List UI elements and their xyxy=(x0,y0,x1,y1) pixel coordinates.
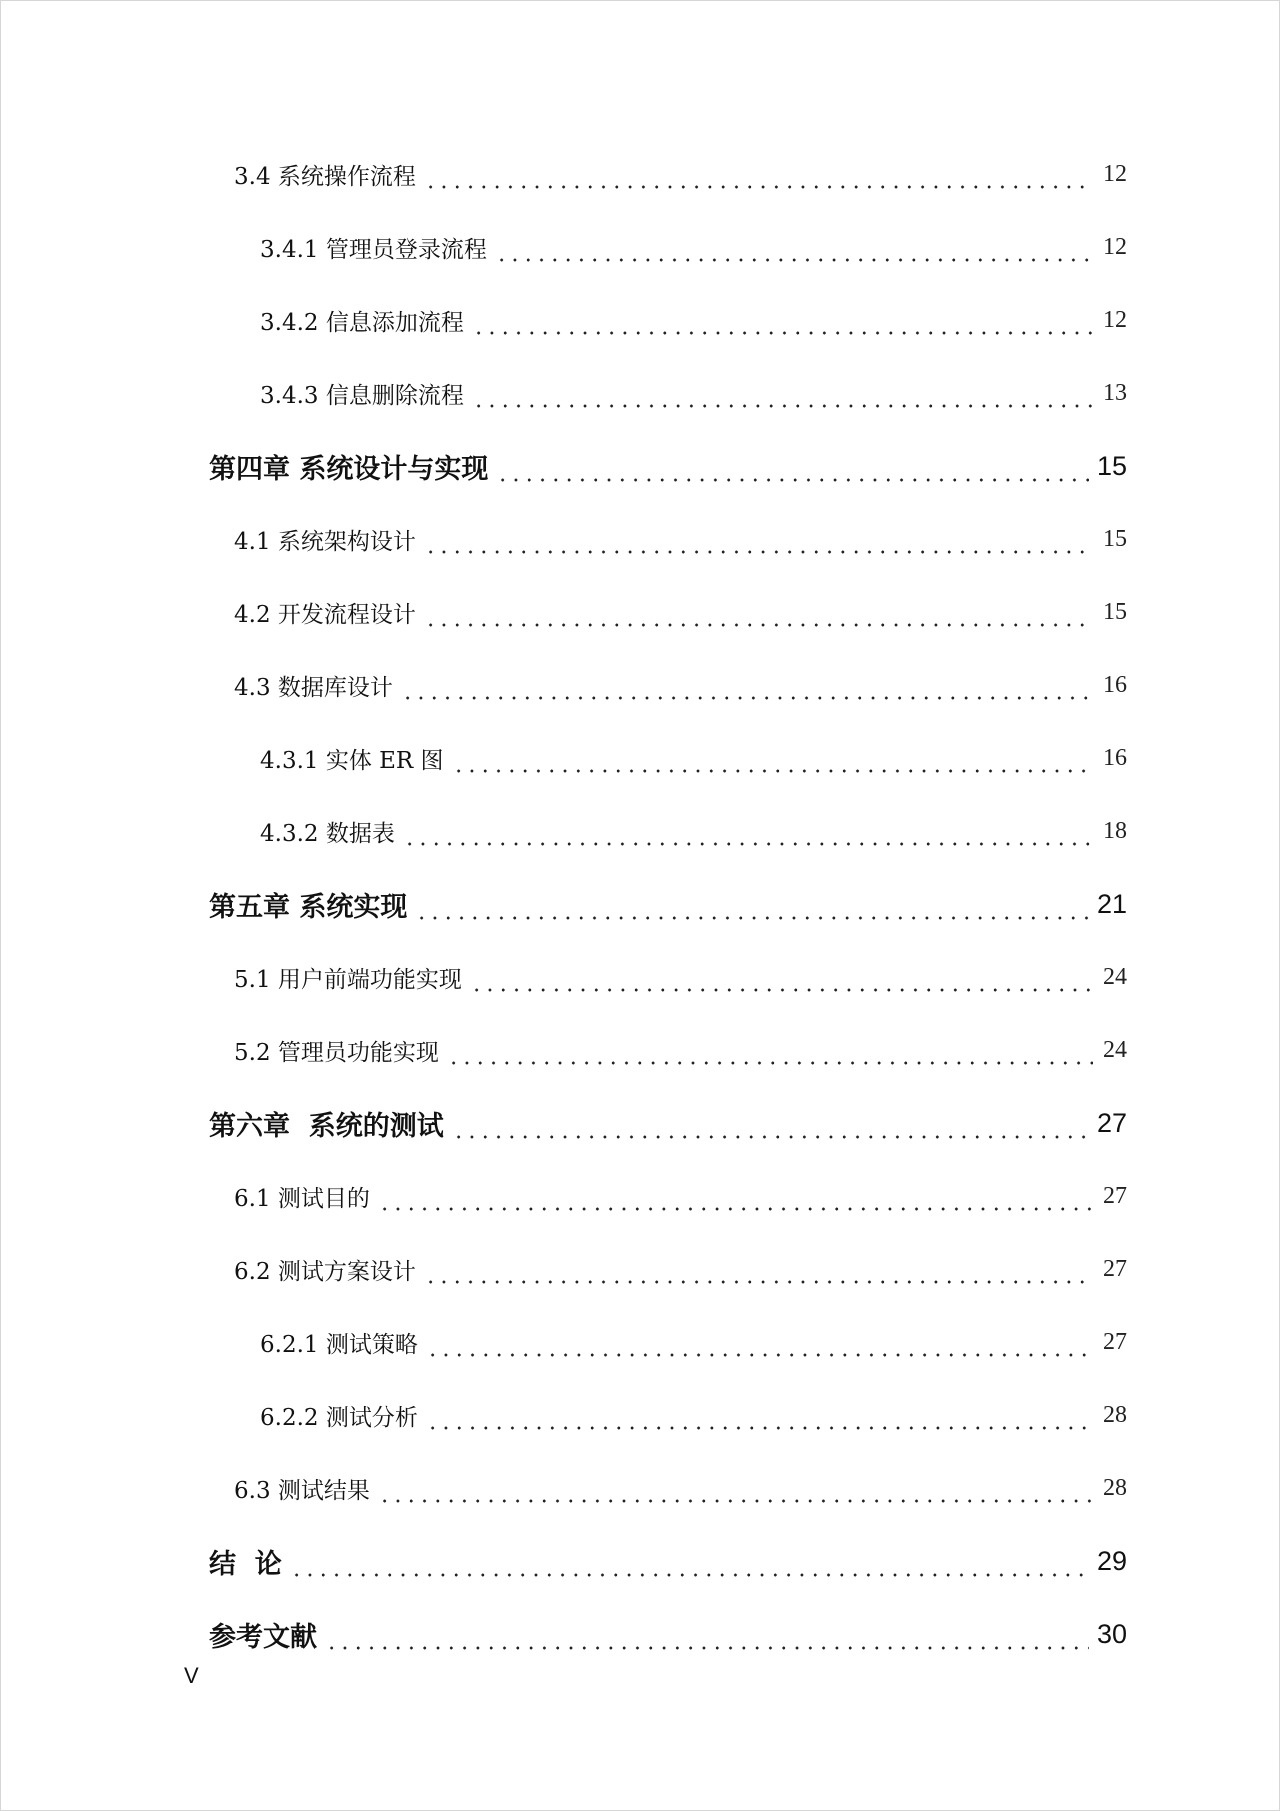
toc-entry-page-number: 24 xyxy=(1103,1036,1127,1063)
toc-dot-leader xyxy=(415,884,1089,924)
toc-dot-leader xyxy=(378,1468,1093,1508)
toc-entry-title: 3.4.1 管理员登录流程 xyxy=(260,236,487,263)
toc-entry[interactable] xyxy=(234,665,1127,705)
toc-dot-leader xyxy=(447,1030,1093,1070)
toc-entry-page-number: 21 xyxy=(1096,888,1127,919)
toc-entry[interactable] xyxy=(209,1103,1127,1143)
toc-entry-title: 3.4 系统操作流程 xyxy=(234,163,416,190)
toc-dot-leader xyxy=(426,1395,1093,1435)
toc-entry-page-number: 24 xyxy=(1103,963,1127,990)
toc-dot-leader xyxy=(325,1614,1089,1654)
toc-entry[interactable] xyxy=(209,1541,1127,1581)
toc-entry-page-number: 28 xyxy=(1103,1474,1127,1501)
toc-entry-title: 6.2 测试方案设计 xyxy=(234,1258,416,1285)
toc-entry-page-number: 27 xyxy=(1103,1328,1127,1355)
toc-entry-page-number: 12 xyxy=(1103,233,1127,260)
toc-entry[interactable] xyxy=(234,1468,1127,1508)
toc-entry-page-number: 13 xyxy=(1103,379,1127,406)
toc-entry-title: 4.2 开发流程设计 xyxy=(234,601,416,628)
toc-entry-page-number: 16 xyxy=(1103,671,1127,698)
toc-entry-page-number: 18 xyxy=(1103,817,1127,844)
toc-entry-title: 5.2 管理员功能实现 xyxy=(234,1039,439,1066)
toc-entry[interactable] xyxy=(260,300,1127,340)
toc-entry-page-number: 12 xyxy=(1103,160,1127,187)
toc-dot-leader xyxy=(426,1322,1093,1362)
toc-entry-title: 结 论 xyxy=(209,1548,282,1580)
toc-entry-page-number: 27 xyxy=(1103,1182,1127,1209)
toc-entry-title: 4.3.2 数据表 xyxy=(260,820,395,847)
toc-dot-leader xyxy=(472,300,1093,340)
toc-entry-page-number: 27 xyxy=(1103,1255,1127,1282)
toc-entry-page-number: 30 xyxy=(1096,1618,1127,1649)
toc-entry[interactable] xyxy=(234,519,1127,559)
toc-entry-page-number: 27 xyxy=(1096,1107,1127,1138)
toc-entry-page-number: 16 xyxy=(1103,744,1127,771)
toc-entry[interactable] xyxy=(234,1249,1127,1289)
toc-entry-title: 参考文献 xyxy=(209,1621,317,1653)
toc-entry[interactable] xyxy=(234,592,1127,632)
toc-entry-page-number: 28 xyxy=(1103,1401,1127,1428)
toc-dot-leader xyxy=(378,1176,1093,1216)
toc-entry-page-number: 15 xyxy=(1096,450,1127,481)
toc-dot-leader xyxy=(401,665,1093,705)
toc-entry-title: 4.1 系统架构设计 xyxy=(234,528,416,555)
toc-entry-title: 第五章 系统实现 xyxy=(209,891,408,923)
toc-entry-page-number: 15 xyxy=(1103,525,1127,552)
toc-dot-leader xyxy=(290,1541,1089,1581)
toc-entry-title: 4.3 数据库设计 xyxy=(234,674,393,701)
toc-entry-page-number: 12 xyxy=(1103,306,1127,333)
toc-entry-page-number: 29 xyxy=(1096,1545,1127,1576)
toc-entry[interactable] xyxy=(260,738,1127,778)
toc-entry[interactable] xyxy=(260,227,1127,267)
toc-dot-leader xyxy=(496,446,1089,486)
toc-entry-title: 5.1 用户前端功能实现 xyxy=(234,966,462,993)
toc-dot-leader xyxy=(470,957,1093,997)
toc-entry[interactable] xyxy=(260,1322,1127,1362)
toc-entry[interactable] xyxy=(209,1614,1127,1654)
toc-dot-leader xyxy=(403,811,1093,851)
toc-entry[interactable] xyxy=(260,1395,1127,1435)
toc-entry-title: 3.4.3 信息删除流程 xyxy=(260,382,464,409)
toc-entry-title: 6.1 测试目的 xyxy=(234,1185,370,1212)
toc-entry[interactable] xyxy=(209,884,1127,924)
toc-entry-page-number: 15 xyxy=(1103,598,1127,625)
toc-entry[interactable] xyxy=(260,373,1127,413)
page-number: V xyxy=(184,1663,199,1688)
toc-dot-leader xyxy=(472,373,1093,413)
toc-dot-leader xyxy=(452,1103,1089,1143)
toc-entry[interactable] xyxy=(234,154,1127,194)
toc-entry[interactable] xyxy=(234,1176,1127,1216)
toc-dot-leader xyxy=(424,592,1093,632)
toc-entry-title: 6.3 测试结果 xyxy=(234,1477,370,1504)
toc-entry[interactable] xyxy=(260,811,1127,851)
toc-dot-leader xyxy=(424,154,1093,194)
toc-entry[interactable] xyxy=(234,1030,1127,1070)
toc-entry-title: 6.2.1 测试策略 xyxy=(260,1331,418,1358)
toc-dot-leader xyxy=(495,227,1093,267)
toc-dot-leader xyxy=(452,738,1093,778)
toc-entry-title: 4.3.1 实体 ER 图 xyxy=(260,747,444,774)
toc-entry-title: 第六章 系统的测试 xyxy=(209,1110,444,1142)
toc-entry-title: 第四章 系统设计与实现 xyxy=(209,453,489,485)
toc-entry-title: 3.4.2 信息添加流程 xyxy=(260,309,464,336)
toc-entry-title: 6.2.2 测试分析 xyxy=(260,1404,418,1431)
toc-dot-leader xyxy=(424,519,1093,559)
toc-dot-leader xyxy=(424,1249,1093,1289)
toc-entry[interactable] xyxy=(209,446,1127,486)
toc-entry[interactable] xyxy=(234,957,1127,997)
